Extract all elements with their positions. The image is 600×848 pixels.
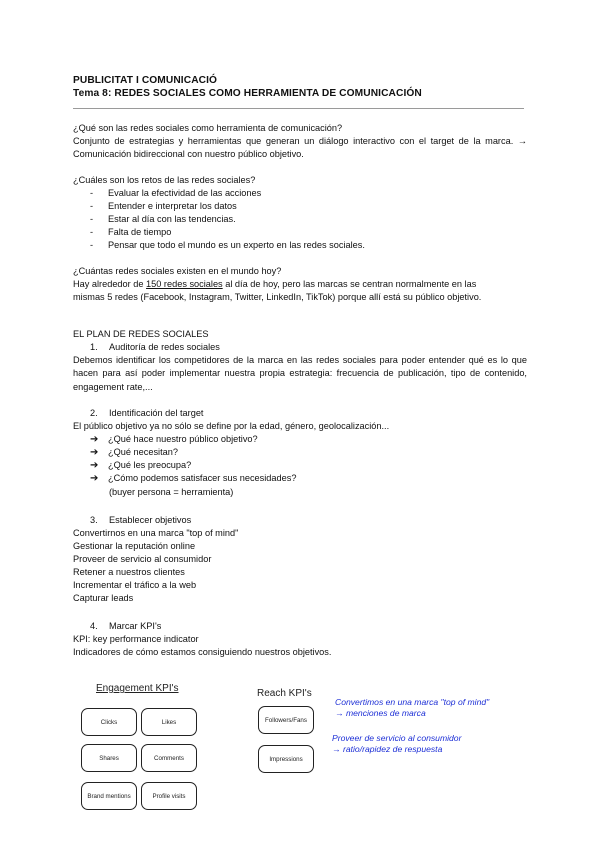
step4-line2: Indicadores de cómo estamos consiguiendo nuestros objetivos. (73, 647, 332, 657)
header-divider (73, 108, 524, 109)
kpi-box-profile-visits: Profile visits (141, 782, 197, 810)
list-item: Capturar leads (73, 593, 134, 603)
step1-number: 1. (90, 342, 98, 352)
kpi-box-followers: Followers/Fans (258, 706, 314, 734)
objectives-list (73, 527, 238, 605)
list-item: Convertirnos en una marca "top of mind" (73, 528, 239, 538)
reach-kpis-title: Reach KPI's (257, 688, 312, 699)
social-networks-count: 150 redes sociales (146, 279, 223, 289)
step1-text: Debemos identificar los competidores de la marca en las redes sociales para poder entender qué es lo que hacen para así poder implementar nuestra propia estrategia: frecuencia de publicación, tipo de contenido, engagement rate,... (73, 355, 527, 392)
kpi-box-shares: Shares (81, 744, 137, 772)
section1-question: ¿Qué son las redes sociales como herramienta de comunicación? (73, 123, 343, 133)
step3-number: 3. (90, 515, 98, 525)
section3-line2: mismas 5 redes (Facebook, Instagram, Twitter, LinkedIn, TikTok) porque allí está su público objetivo. (73, 292, 482, 302)
arrow-icon: ➔ (90, 434, 99, 445)
note-customer-service: Proveer de servicio al consumidor (332, 733, 462, 743)
page-title: Tema 8: REDES SOCIALES COMO HERRAMIENTA DE COMUNICACIÓN (73, 88, 422, 99)
kpi-box-brand-mentions: Brand mentions (81, 782, 137, 810)
step3-label: Establecer objetivos (109, 515, 192, 525)
arrow-icon: ➔ (90, 460, 99, 471)
kpi-box-comments: Comments (141, 744, 197, 772)
note-brand-mentions: → menciones de marca (335, 708, 426, 718)
section2-question: ¿Cuáles son los retos de las redes sociales? (73, 175, 256, 185)
arrow-icon: ➔ (90, 447, 99, 458)
section1-answer: Conjunto de estrategias y herramientas que generan un diálogo interactivo con el target de la marca. → Comunicación bidireccional con nuestro público objetivo. (73, 136, 527, 159)
list-item: Incrementar el tráfico a la web (73, 580, 197, 590)
kpi-box-impressions: Impressions (258, 745, 314, 773)
step4-number: 4. (90, 621, 98, 631)
plan-title: EL PLAN DE REDES SOCIALES (73, 329, 209, 339)
note-response-rate: → ratio/rapidez de respuesta (332, 744, 443, 754)
arrow-icon: ➔ (90, 473, 99, 484)
step2-intro: El público objetivo ya no sólo se define por la edad, género, geolocalización... (73, 421, 390, 431)
course-title: PUBLICITAT I COMUNICACIÓ (73, 75, 218, 86)
list-item: Proveer de servicio al consumidor (73, 554, 212, 564)
step4-label: Marcar KPI's (109, 621, 162, 631)
engagement-kpis-title: Engagement KPI's (96, 683, 179, 694)
section3-question: ¿Cuántas redes sociales existen en el mundo hoy? (73, 266, 282, 276)
list-item: Retener a nuestros clientes (73, 567, 185, 577)
kpi-box-likes: Likes (141, 708, 197, 736)
step2-label: Identificación del target (109, 408, 204, 418)
list-item: Gestionar la reputación online (73, 541, 196, 551)
step2-number: 2. (90, 408, 98, 418)
section3-line1: Hay alrededor de 150 redes sociales al día de hoy, pero las marcas se centran normalmente en las (73, 279, 477, 289)
step2-note: (buyer persona = herramienta) (109, 487, 234, 497)
step4-line1: KPI: key performance indicator (73, 634, 199, 644)
note-top-of-mind: Convertimos en una marca "top of mind" (335, 697, 490, 707)
kpi-box-clicks: Clicks (81, 708, 137, 736)
step1-label: Auditoría de redes sociales (109, 342, 220, 352)
